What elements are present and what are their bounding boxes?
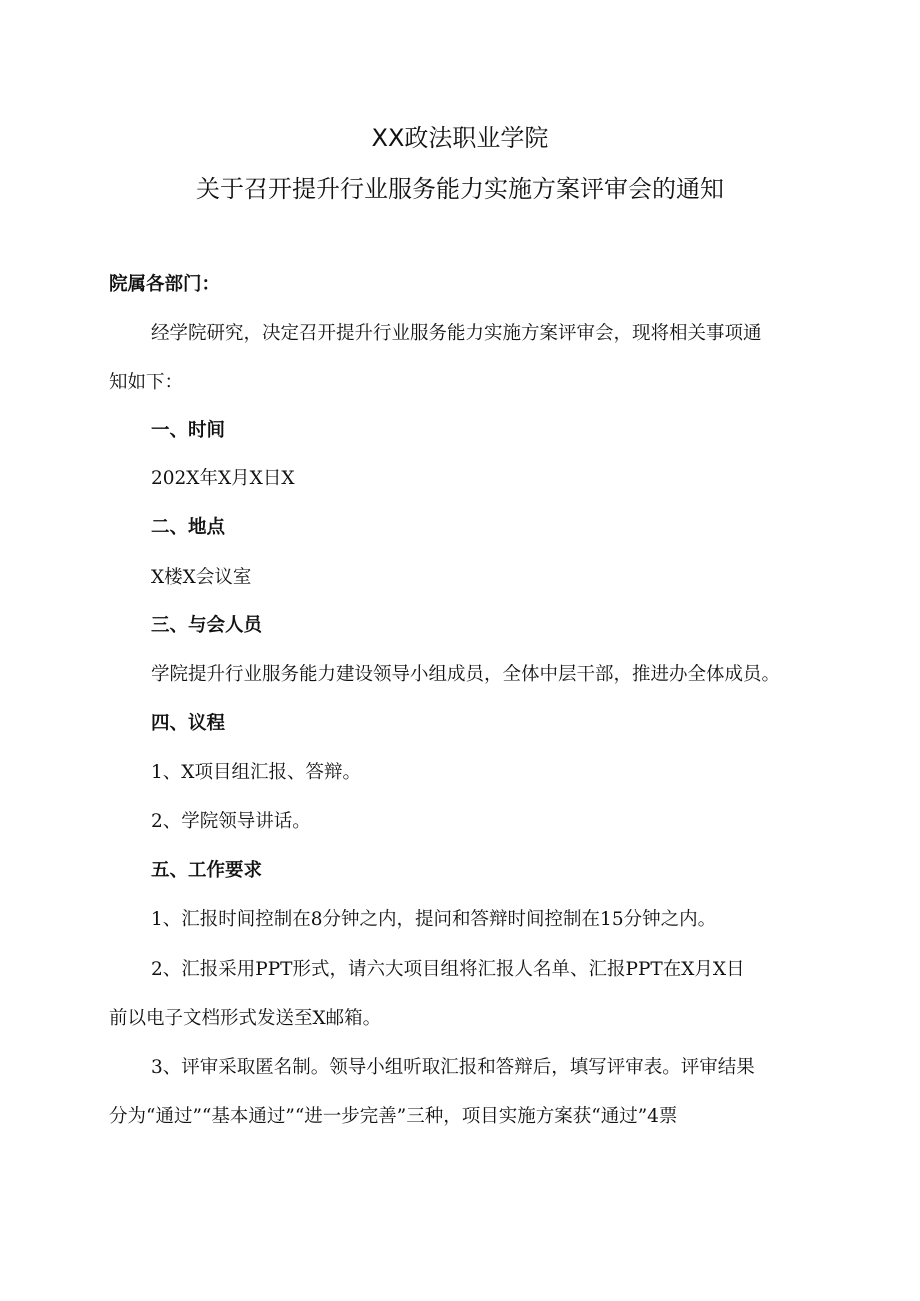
institution-title: XX政法职业学院 (371, 124, 549, 152)
requirement-line: 3、评审采取匿名制。领导小组听取汇报和答辩后，填写评审表。评审结果 (151, 1057, 755, 1078)
intro-paragraph-line-1: 经学院研究，决定召开提升行业服务能力实施方案评审会，现将相关事项通 (151, 323, 762, 344)
requirement-line: 2、汇报采用PPT形式，请六大项目组将汇报人名单、汇报PPT在X月X日 (151, 959, 745, 980)
section-heading-agenda: 四、议程 (151, 713, 226, 734)
agenda-item: 2、学院领导讲话。 (151, 811, 311, 832)
addressee: 院属各部门： (109, 274, 221, 295)
location-value: X楼X会议室 (151, 567, 252, 588)
section-heading-requirements: 五、工作要求 (151, 860, 263, 881)
agenda-item: 1、X项目组汇报、答辩。 (151, 762, 361, 783)
section-heading-attendees: 三、与会人员 (151, 615, 263, 636)
requirement-line: 前以电子文档形式发送至X邮箱。 (109, 1008, 382, 1029)
requirement-line: 1、汇报时间控制在8分钟之内，提问和答辩时间控制在15分钟之内。 (151, 909, 717, 930)
time-value: 202X年X月X日X (151, 468, 295, 489)
section-heading-location: 二、地点 (151, 517, 226, 538)
requirement-line: 分为“通过”“基本通过”“进一步完善”三种，项目实施方案获“通过”4票 (109, 1106, 678, 1127)
section-heading-time: 一、时间 (151, 420, 226, 441)
attendees-value: 学院提升行业服务能力建设领导小组成员，全体中层干部，推进办全体成员。 (151, 664, 781, 685)
notice-title: 关于召开提升行业服务能力实施方案评审会的通知 (196, 175, 724, 203)
intro-paragraph-line-2: 知如下： (109, 372, 184, 393)
